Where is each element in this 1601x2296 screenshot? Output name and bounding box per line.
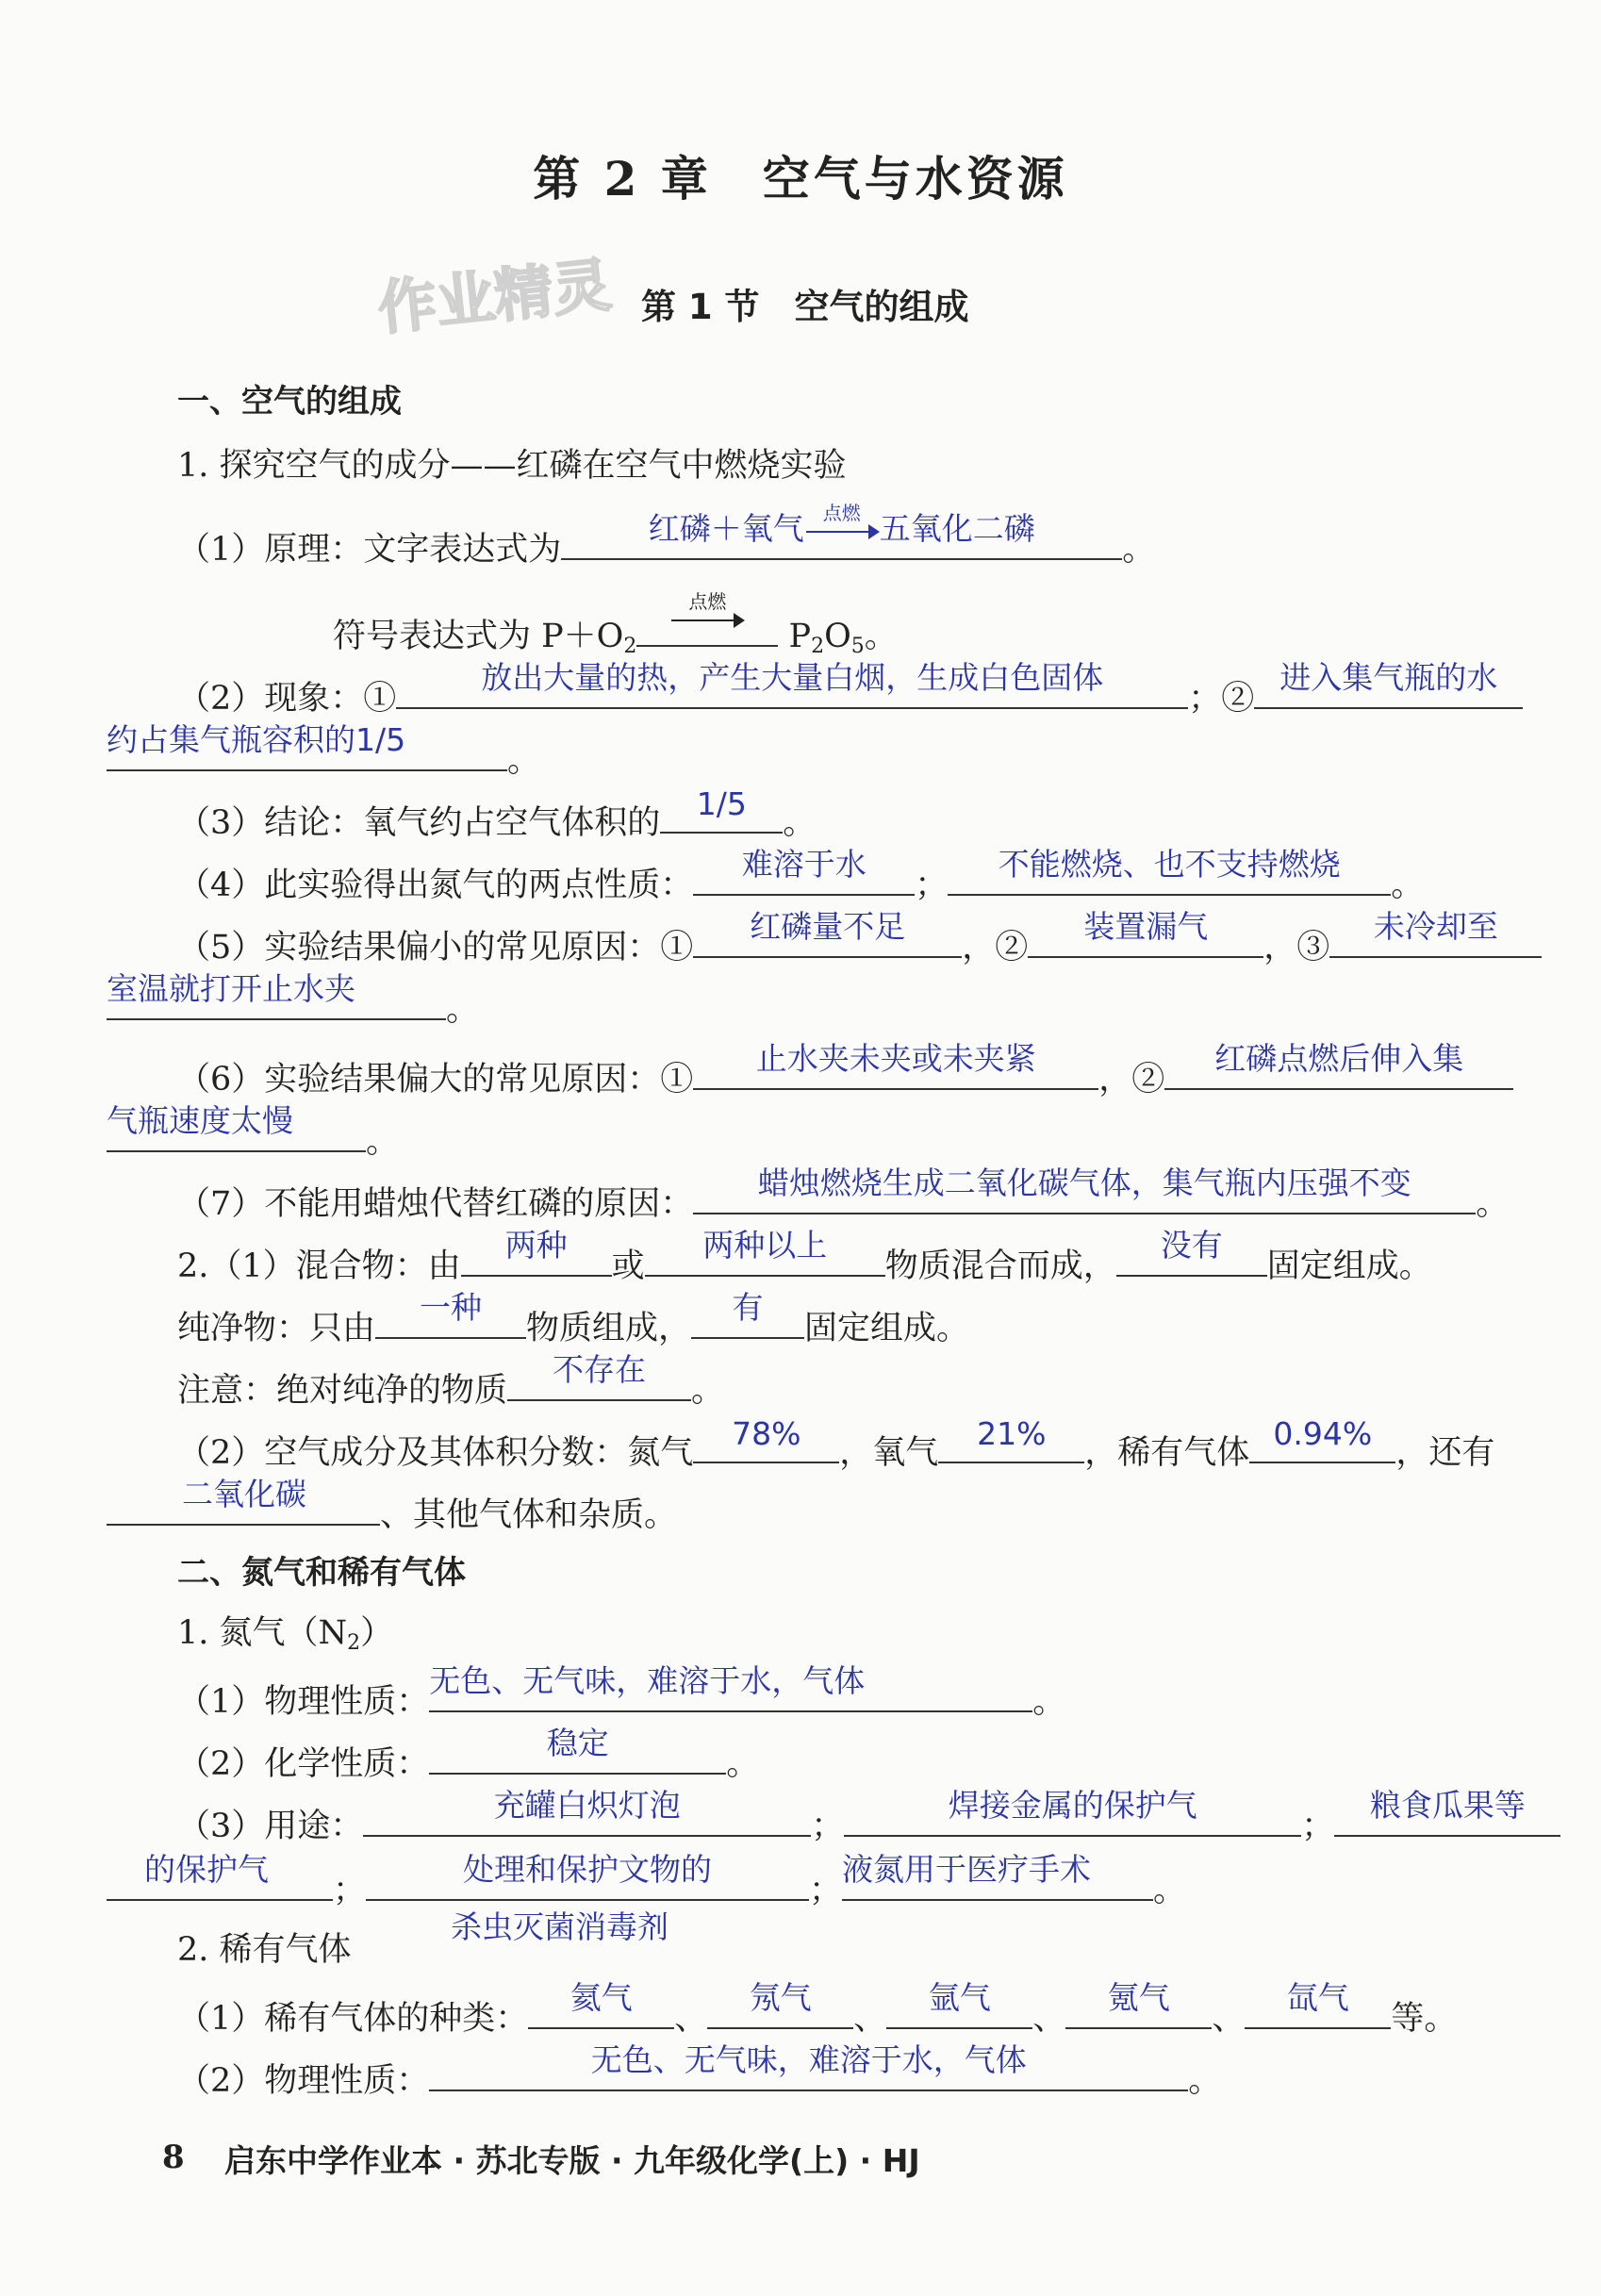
q2-1-text-d: 固定组成。 xyxy=(1266,1247,1432,1285)
q1-1-label: （1）原理：文字表达式为 xyxy=(177,531,562,569)
q2-2-answer1: 78% xyxy=(732,1415,801,1452)
q1-3-conclusion xyxy=(177,785,817,844)
n1-3-blank3[interactable] xyxy=(1334,1787,1560,1837)
q1-6-answer2b: 气瓶速度太慢 xyxy=(107,1102,293,1139)
q1-5-blank2[interactable] xyxy=(1028,908,1263,958)
q2-2-text-b: ，氧气 xyxy=(839,1434,939,1472)
q2-2-answer4: 二氧化碳 xyxy=(182,1476,306,1512)
semicolon: ； xyxy=(809,1872,843,1909)
q1-1b-blank[interactable] xyxy=(636,589,778,647)
q1-6-blank2[interactable] xyxy=(1164,1040,1513,1090)
reaction-condition: 点燃 xyxy=(822,501,861,524)
q1-4-answer1: 难溶于水 xyxy=(741,846,867,883)
n2-2-label: （2）物理性质： xyxy=(177,2062,430,2100)
q1-1b-label: 符号表达式为 P＋O xyxy=(333,618,624,655)
n1-1-physical xyxy=(177,1662,1066,1723)
n2-1-answer2: 氖气 xyxy=(749,1979,812,2016)
q2-1-answer3: 没有 xyxy=(1160,1227,1223,1264)
dun: 、 xyxy=(853,2000,887,2038)
period: 。 xyxy=(1188,2062,1222,2100)
n1-close: ） xyxy=(360,1614,394,1652)
period: 。 xyxy=(1122,531,1156,569)
q2-1-text-b: 或 xyxy=(611,1247,645,1285)
q2-2-text-a: （2）空气成分及其体积分数：氮气 xyxy=(177,1434,694,1472)
n1-3-blank3b[interactable] xyxy=(107,1851,333,1901)
q1-6-label: （6）实验结果偏大的常见原因：① xyxy=(177,1061,694,1098)
n2-1-label: （1）稀有气体的种类： xyxy=(177,2000,529,2038)
q1-2-blank2b[interactable] xyxy=(107,721,507,771)
n2-title: 2. 稀有气体 xyxy=(177,1931,352,1969)
n1-3-label: （3）用途： xyxy=(177,1808,364,1845)
q2-1-blank3[interactable] xyxy=(1116,1227,1267,1277)
reaction-condition: 点燃 xyxy=(688,589,727,613)
q2-2-blank4[interactable] xyxy=(107,1476,380,1526)
q1-2-answer1: 放出大量的热，产生大量白烟，生成白色固体 xyxy=(481,659,1104,696)
q1-4-blank2[interactable] xyxy=(948,846,1391,896)
q1-2-answer2a: 进入集气瓶的水 xyxy=(1279,659,1498,696)
section-title: 第 1 节 空气的组成 xyxy=(641,287,969,327)
q2-1-answer1: 两种 xyxy=(504,1227,568,1264)
period: 。 xyxy=(1032,1683,1066,1721)
n1-1-answer: 无色、无气味，难溶于水，气体 xyxy=(429,1662,866,1699)
q2-1-mixture xyxy=(177,1227,1432,1287)
q2-note-text: 注意：绝对纯净的物质 xyxy=(177,1372,508,1410)
q1-5-continued xyxy=(107,970,480,1031)
n1-3-answer3a: 粮食瓜果等 xyxy=(1369,1787,1526,1824)
period: 。 xyxy=(1476,1185,1510,1223)
page-number: 8 xyxy=(162,2139,185,2176)
reaction-arrow-icon xyxy=(669,589,745,634)
period: 。 xyxy=(1391,867,1425,904)
heading-nitrogen-noble: 二、氮气和稀有气体 xyxy=(177,1554,466,1592)
n2-1-blank3[interactable] xyxy=(886,1979,1032,2029)
q1-5-blank1[interactable] xyxy=(693,908,962,958)
q2-pure-text-a: 纯净物：只由 xyxy=(177,1310,376,1347)
q1-6-continued xyxy=(107,1102,400,1163)
period: 。 xyxy=(691,1372,725,1410)
n1-3-blank4[interactable] xyxy=(366,1851,809,1901)
n1-title-text: 1. 氮气（N xyxy=(177,1614,348,1652)
q1-7-blank[interactable] xyxy=(693,1165,1476,1214)
period: 。 xyxy=(783,804,817,842)
q1-4-blank1[interactable] xyxy=(693,846,915,896)
chapter-title: 第 2 章 空气与水资源 xyxy=(533,151,1068,206)
q1-4-answer2: 不能燃烧、也不支持燃烧 xyxy=(998,846,1341,883)
q1-6-large-error xyxy=(177,1040,1513,1100)
q2-2-answer2: 21% xyxy=(977,1415,1047,1452)
reaction-arrow-icon xyxy=(804,501,880,545)
n2-1-answer4: 氪气 xyxy=(1107,1979,1170,2016)
p2o5-o: O xyxy=(824,618,851,655)
n1-2-label: （2）化学性质： xyxy=(177,1745,430,1783)
q1-2-blank2[interactable] xyxy=(1254,659,1523,709)
q1-2-continued xyxy=(107,721,541,782)
q1-6-answer2a: 红磷点燃后伸入集 xyxy=(1214,1040,1464,1077)
q2-2-blank2[interactable] xyxy=(938,1415,1084,1463)
o5-subscript: 5 xyxy=(850,635,865,658)
q1-2-phenomenon xyxy=(177,659,1523,719)
q1-5-blank3[interactable] xyxy=(1329,908,1542,958)
semicolon: ； xyxy=(333,1872,367,1909)
n2-1-blank2[interactable] xyxy=(707,1979,853,2029)
q2-2-air-composition xyxy=(177,1415,1495,1474)
semicolon: ； xyxy=(915,867,949,904)
q1-4-label: （4）此实验得出氮气的两点性质： xyxy=(177,867,694,904)
n1-3-uses xyxy=(177,1787,1560,1847)
n2-1-blank4[interactable] xyxy=(1065,1979,1212,2029)
q1-2-blank1[interactable] xyxy=(396,659,1188,709)
q1-3-label: （3）结论：氧气约占空气体积的 xyxy=(177,804,661,842)
q1-5-answer2: 装置漏气 xyxy=(1083,908,1209,945)
q2-2-blank1[interactable] xyxy=(693,1415,839,1463)
q1-2-answer2b: 约占集气瓶容积的1/5 xyxy=(107,721,406,758)
q2-pure-blank1[interactable] xyxy=(375,1289,526,1339)
period: 。 xyxy=(864,618,898,655)
n1-3-blank5[interactable] xyxy=(842,1851,1153,1901)
q1-1-word-equation xyxy=(177,501,1156,570)
n1-3-answer4a: 处理和保护文物的 xyxy=(463,1851,713,1888)
n1-3-answer1: 充罐白炽灯泡 xyxy=(493,1787,681,1824)
n1-3-blank2[interactable] xyxy=(844,1787,1301,1837)
q2-2-blank3[interactable] xyxy=(1249,1415,1395,1463)
q1-7-label: （7）不能用蜡烛代替红磷的原因： xyxy=(177,1185,694,1223)
p2o5-p: P xyxy=(788,618,812,655)
n2-1-blank5[interactable] xyxy=(1245,1979,1391,2029)
q2-pure-answer1: 一种 xyxy=(420,1289,483,1326)
q2-1-blank1[interactable] xyxy=(461,1227,612,1277)
q2-2-text-e: 、其他气体和杂质。 xyxy=(380,1496,678,1534)
q2-2-answer3: 0.94% xyxy=(1273,1415,1373,1452)
dun: 、 xyxy=(1032,2000,1066,2038)
q2-pure-substance xyxy=(177,1289,970,1349)
q2-pure-blank2[interactable] xyxy=(691,1289,804,1339)
footer-text: 启东中学作业本 · 苏北专版 · 九年级化学(上) · HJ xyxy=(224,2142,920,2179)
sep: ，② xyxy=(1098,1061,1165,1098)
q2-1-text-c: 物质混合而成， xyxy=(884,1247,1116,1285)
period: 。 xyxy=(446,991,480,1029)
n1-3-answer3b: 的保护气 xyxy=(144,1851,269,1888)
n2-1-kinds xyxy=(177,1979,1458,2040)
n2-subscript: 2 xyxy=(347,1631,361,1655)
dun: 、 xyxy=(674,2000,708,2038)
n1-3-answer5: 液氮用于医疗手术 xyxy=(842,1851,1092,1888)
n1-1-blank[interactable] xyxy=(429,1662,1032,1712)
q1-1b-arrow-wrap xyxy=(636,589,778,636)
q1-1-answer xyxy=(561,501,1122,549)
q2-note-blank[interactable] xyxy=(507,1351,691,1401)
q2-1-answer2: 两种以上 xyxy=(702,1227,828,1264)
o2-subscript: 2 xyxy=(623,635,637,658)
n2-1-blank1[interactable] xyxy=(528,1979,674,2029)
q2-pure-answer2: 有 xyxy=(732,1289,764,1326)
q1-3-blank[interactable] xyxy=(660,785,783,834)
sep: ；② xyxy=(1188,680,1255,718)
n1-title xyxy=(177,1607,393,1655)
q2-2-continued xyxy=(107,1476,678,1536)
q2-2-text-c: ，稀有气体 xyxy=(1084,1434,1250,1472)
q1-5-answer3a: 未冷却至 xyxy=(1373,908,1498,945)
n1-2-answer: 稳定 xyxy=(546,1725,609,1761)
q2-pure-text-b: 物质组成， xyxy=(526,1310,692,1347)
q1-5-label: （5）实验结果偏小的常见原因：① xyxy=(177,929,694,966)
period: 。 xyxy=(726,1745,760,1783)
watermark: 作业精灵 xyxy=(374,250,615,343)
q1-5-answer3b: 室温就打开止水夹 xyxy=(107,970,355,1007)
sep: ，③ xyxy=(1263,929,1330,966)
q1-5-small-error xyxy=(177,908,1542,968)
q1-6-blank2b[interactable] xyxy=(107,1102,366,1152)
q2-pure-text-c: 固定组成。 xyxy=(804,1310,970,1347)
n2-2-blank[interactable] xyxy=(429,2041,1188,2091)
q1-6-answer1: 止水夹未夹或未夹紧 xyxy=(755,1040,1036,1077)
n2-2-answer: 无色、无气味，难溶于水，气体 xyxy=(590,2041,1027,2078)
q1-1-blank[interactable] xyxy=(561,501,1122,560)
n2-2-physical xyxy=(177,2041,1222,2102)
n2-1-answer3: 氩气 xyxy=(928,1979,991,2016)
semicolon: ； xyxy=(1301,1808,1335,1845)
q1-intro: 1. 探究空气的成分——红磷在空气中燃烧实验 xyxy=(177,447,847,485)
q1-7-candle xyxy=(177,1165,1510,1225)
q2-1-text-a: 2.（1）混合物：由 xyxy=(177,1247,461,1285)
period: 。 xyxy=(507,742,541,780)
q2-2-text-d: ，还有 xyxy=(1395,1434,1495,1472)
q1-1-reactants: 红磷＋氧气 xyxy=(648,510,804,547)
n1-3-blank1[interactable] xyxy=(363,1787,811,1837)
n1-2-blank[interactable] xyxy=(429,1725,726,1775)
q2-note xyxy=(177,1351,725,1412)
n1-3-answer2: 焊接金属的保护气 xyxy=(948,1787,1197,1824)
heading-air-composition: 一、空气的组成 xyxy=(177,383,402,421)
period: 。 xyxy=(366,1123,400,1161)
n1-2-chemical xyxy=(177,1725,760,1785)
q1-1-symbol-equation: 符号表达式为 $P+O_2$ 点燃 $P_2O_5$。 xyxy=(333,603,898,658)
semicolon: ； xyxy=(811,1808,845,1845)
q1-1-product: 五氧化二磷 xyxy=(879,510,1035,547)
n2-1-end: 等。 xyxy=(1391,2000,1458,2038)
n2-1-answer5: 氙气 xyxy=(1286,1979,1349,2016)
n1-3-answer4b: 杀虫灭菌消毒剂 xyxy=(451,1908,668,1945)
q1-6-blank1[interactable] xyxy=(693,1040,1098,1090)
q1-7-answer: 蜡烛燃烧生成二氧化碳气体，集气瓶内压强不变 xyxy=(757,1165,1411,1201)
n2-1-answer1: 氦气 xyxy=(569,1979,633,2016)
period: 。 xyxy=(1153,1872,1187,1909)
q1-2-label: （2）现象：① xyxy=(177,680,397,718)
sep: ，② xyxy=(962,929,1029,966)
q1-4-nitrogen xyxy=(177,846,1425,906)
dun: 、 xyxy=(1212,2000,1246,2038)
q2-note-answer: 不存在 xyxy=(553,1351,647,1388)
n1-1-label: （1）物理性质： xyxy=(177,1683,430,1721)
q1-5-blank3b[interactable] xyxy=(107,970,446,1020)
q2-1-blank2[interactable] xyxy=(645,1227,885,1277)
q1-5-answer1: 红磷量不足 xyxy=(750,908,906,945)
q1-3-answer: 1/5 xyxy=(696,785,747,822)
